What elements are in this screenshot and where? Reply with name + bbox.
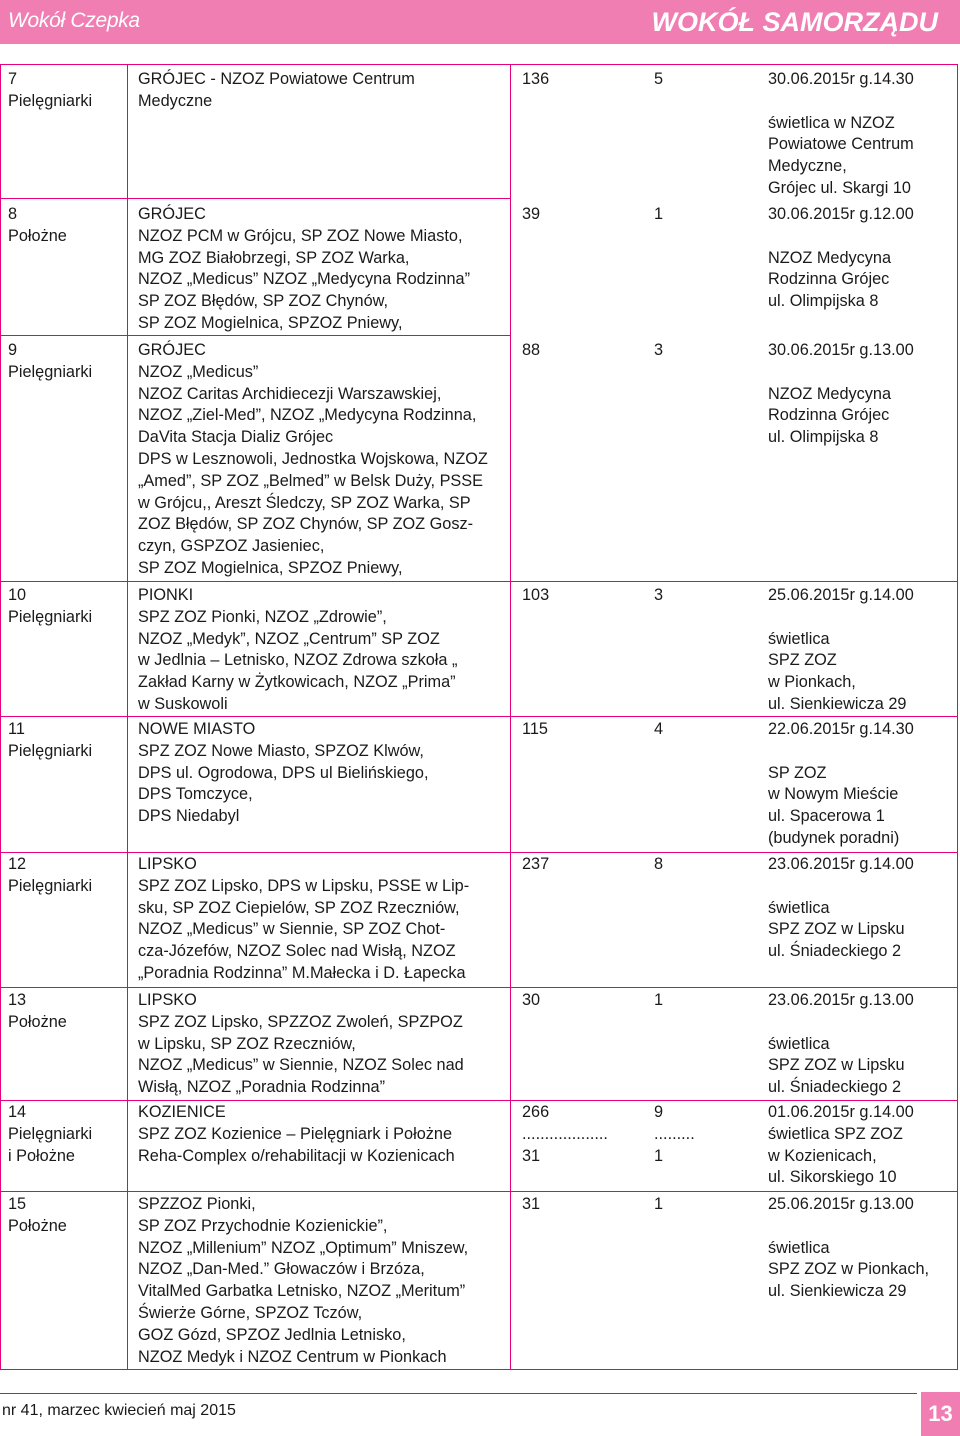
date-place-cell: 30.06.2015r g.12.00 NZOZ Medycyna Rodzinna Grójec ul. Olimpijska 8 <box>768 205 914 311</box>
row-divider <box>0 987 958 988</box>
date-place-cell: 22.06.2015r g.14.30 SP ZOZ w Nowym Mieście ul. Spacerowa 1 (budynek poradni) <box>768 720 914 847</box>
row-divider <box>0 1100 958 1101</box>
page-header-bar <box>0 0 960 44</box>
groups-cell: 1 <box>654 205 664 223</box>
institutions-cell: GRÓJEC NZOZ „Medicus” NZOZ Caritas Archidiecezji Warszawskiej, NZOZ „Ziel-Med”, NZOZ „Medycyna Rodzinna, DaVita Stacja Dializ Grójec DPS w Lesznowoli, Jednostka Wojskowa, NZOZ „Amed”, SP ZOZ „Belmed” w Belsk Duży, PSSE w Grójcu,, Areszt Śledczy, SP ZOZ Warka, SP ZOZ Błędów, SP ZOZ Chynów, SP ZOZ Gosz- czyn, GSPZOZ Jasieniec, SP ZOZ Mogielnica, SPZOZ Pniewy, <box>138 341 488 577</box>
column-divider <box>510 64 511 1370</box>
row-number: 11 Pielęgniarki <box>8 720 93 760</box>
row-number: 8 Położne <box>8 205 67 245</box>
institutions-cell: SPZZOZ Pionki, SP ZOZ Przychodnie Kozienickie”, NZOZ „Millenium” NZOZ „Optimum” Mniszew, NZOZ „Dan-Med.” Głowaczów i Brzóza, VitalMed Garbatka Letnisko, NZOZ „Meritum” Świerże Górne, SPZOZ Tczów, GOZ Gózd, SPZOZ Jedlnia Letnisko, NZOZ Medyk i NZOZ Centrum w Pionkach <box>138 1195 469 1366</box>
count-cell: 103 <box>522 586 550 604</box>
date-place-cell: 23.06.2015r g.14.00 świetlica SPZ ZOZ w Lipsku ul. Śniadeckiego 2 <box>768 855 914 961</box>
row-divider <box>0 716 958 717</box>
date-place-cell: 23.06.2015r g.13.00 świetlica SPZ ZOZ w Lipsku ul. Śniadeckiego 2 <box>768 991 914 1097</box>
institutions-cell: LIPSKO SPZ ZOZ Lipsko, DPS w Lipsku, PSSE w Lip- sku, SP ZOZ Ciepielów, SP ZOZ Rzeczniów, NZOZ „Medicus” w Siennie, SP ZOZ Chot- cza-Józefów, NZOZ Solec nad Wisłą, NZOZ „Poradnia Rodzinna” M.Małecka i D. Łapecka <box>138 855 470 982</box>
row-number: 9 Pielęgniarki <box>8 341 93 381</box>
count-cell: 39 <box>522 205 541 223</box>
institutions-cell: NOWE MIASTO SPZ ZOZ Nowe Miasto, SPZOZ Klwów, DPS ul. Ogrodowa, DPS ul Bielińskiego, DPS Tomczyce, DPS Niedabyl <box>138 720 429 826</box>
groups-cell: 3 <box>654 586 664 604</box>
institutions-cell: PIONKI SPZ ZOZ Pionki, NZOZ „Zdrowie”, NZOZ „Medyk”, NZOZ „Centrum” SP ZOZ w Jedlnia – Letnisko, NZOZ Zdrowa szkoła „ Zakład Karny w Żytkowicach, NZOZ „Prima” w Suskowoli <box>138 586 458 713</box>
date-place-cell: 30.06.2015r g.13.00 NZOZ Medycyna Rodzinna Grójec ul. Olimpijska 8 <box>768 341 914 447</box>
row-number: 13 Położne <box>8 991 67 1031</box>
groups-cell: 3 <box>654 341 664 359</box>
groups-cell: 5 <box>654 70 664 88</box>
row-divider <box>0 581 958 582</box>
row-number: 12 Pielęgniarki <box>8 855 93 895</box>
date-place-cell: 01.06.2015r g.14.00 świetlica SPZ ZOZ w Kozienicach, ul. Sikorskiego 10 <box>768 1103 914 1187</box>
institutions-cell: GRÓJEC - NZOZ Powiatowe Centrum Medyczne <box>138 70 415 110</box>
row-number: 10 Pielęgniarki <box>8 586 93 626</box>
column-divider <box>127 64 128 1370</box>
count-cell: 136 <box>522 70 550 88</box>
row-divider <box>0 1191 958 1192</box>
groups-cell: 1 <box>654 1195 664 1213</box>
count-cell: 237 <box>522 855 550 873</box>
groups-cell: 4 <box>654 720 664 738</box>
issue-label: nr 41, marzec kwiecień maj 2015 <box>2 1402 236 1419</box>
page-number: 13 <box>921 1392 960 1436</box>
row-divider <box>0 335 510 336</box>
row-divider <box>0 852 958 853</box>
institutions-cell: LIPSKO SPZ ZOZ Lipsko, SPZZOZ Zwoleń, SPZPOZ w Lipsku, SP ZOZ Rzeczniów, NZOZ „Medicus” w Siennie, NZOZ Solec nad Wisłą, NZOZ „Poradnia Rodzinna” <box>138 991 464 1097</box>
date-place-cell: 25.06.2015r g.14.00 świetlica SPZ ZOZ w Pionkach, ul. Sienkiewicza 29 <box>768 586 914 713</box>
institutions-cell: GRÓJEC NZOZ PCM w Grójcu, SP ZOZ Nowe Miasto, MG ZOZ Białobrzegi, SP ZOZ Warka, NZOZ „Medicus” NZOZ „Medycyna Rodzinna” SP ZOZ Błędów, SP ZOZ Chynów, SP ZOZ Mogielnica, SPZOZ Pniewy, <box>138 205 471 332</box>
row-number: 14 Pielęgniarki i Położne <box>8 1103 93 1165</box>
section-title-left: Wokół Czepka <box>8 9 140 32</box>
groups-cell: 8 <box>654 855 664 873</box>
row-number: 7 Pielęgniarki <box>8 70 93 110</box>
date-place-cell: 25.06.2015r g.13.00 świetlica SPZ ZOZ w Pionkach, ul. Sienkiewicza 29 <box>768 1195 930 1301</box>
groups-cell: 9 ......... 1 <box>654 1103 695 1165</box>
count-cell: 88 <box>522 341 541 359</box>
section-title-right: WOKÓŁ SAMORZĄDU <box>651 7 938 37</box>
row-divider <box>0 198 510 199</box>
count-cell: 266 ................... 31 <box>522 1103 608 1165</box>
institutions-cell: KOZIENICE SPZ ZOZ Kozienice – Pielęgniark i Położne Reha-Complex o/rehabilitacji w Kozienicach <box>138 1103 455 1165</box>
count-cell: 31 <box>522 1195 541 1213</box>
row-number: 15 Położne <box>8 1195 67 1235</box>
date-place-cell: 30.06.2015r g.14.30 świetlica w NZOZ Powiatowe Centrum Medyczne, Grójec ul. Skargi 10 <box>768 70 914 197</box>
footer-rule <box>0 1393 917 1394</box>
groups-cell: 1 <box>654 991 664 1009</box>
count-cell: 115 <box>522 720 548 738</box>
count-cell: 30 <box>522 991 541 1009</box>
